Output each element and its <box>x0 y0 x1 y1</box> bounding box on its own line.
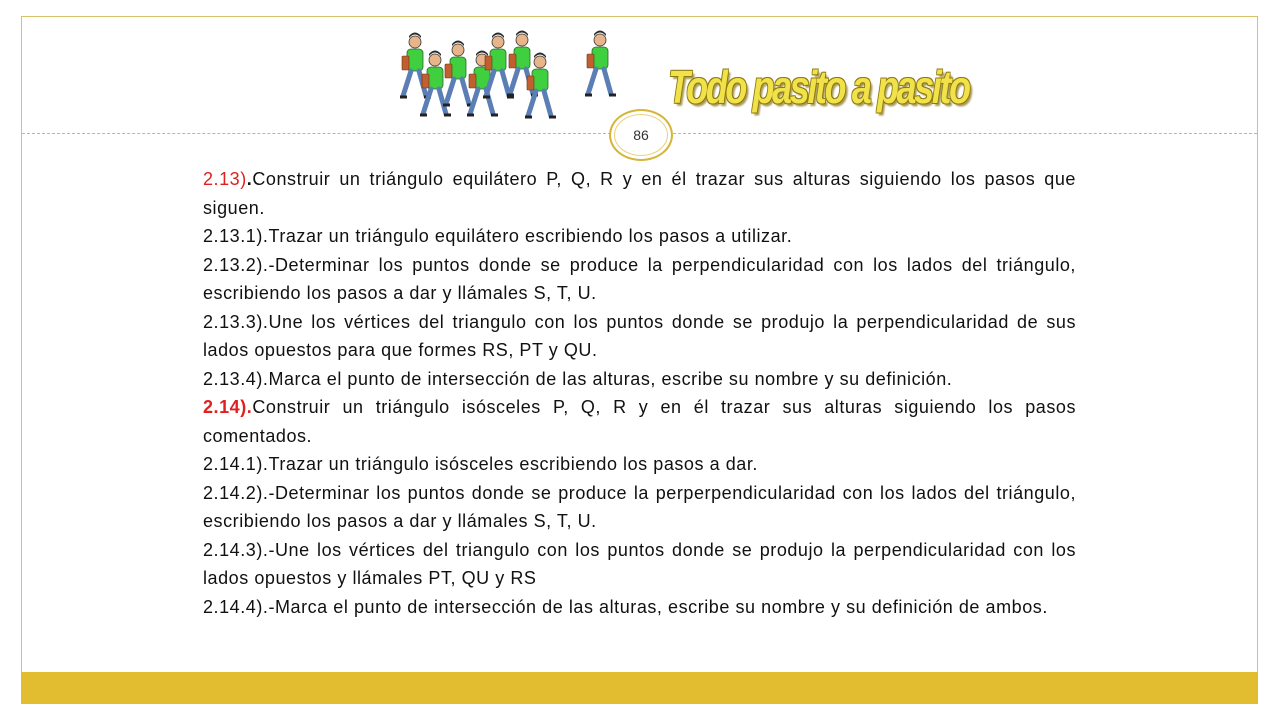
list-item <box>203 365 1076 394</box>
item-text: Determinar los puntos donde se produce la perpendicularidad con los lados del triángulo, escribiendo los pasos a dar y llámales S, T, U. <box>203 254 1076 303</box>
item-text: Determinar los puntos donde se produce la perperpendicularidad con los lados del triángulo, escribiendo los pasos a dar y llámales S, T, U. <box>203 482 1076 531</box>
list-item <box>203 479 1076 536</box>
item-text: Trazar un triángulo equilátero escribiendo los pasos a utilizar. <box>268 226 793 246</box>
list-item <box>203 450 1076 479</box>
list-item <box>203 393 1076 450</box>
item-text: Marca el punto de intersección de las alturas, escribe su nombre y su definición de ambos. <box>274 596 1048 617</box>
item-number: 2.13.2).- <box>203 254 275 275</box>
list-item <box>203 536 1076 593</box>
list-item <box>203 251 1076 308</box>
item-number-suffix: . <box>246 169 253 189</box>
item-number: 2.14). <box>203 397 253 417</box>
item-number: 2.14.1). <box>203 454 269 474</box>
list-item <box>203 308 1076 365</box>
exercise-list <box>203 165 1076 621</box>
item-number: 2.14.4).- <box>203 596 275 617</box>
walking-students-icon <box>390 24 630 134</box>
list-item <box>203 222 1076 251</box>
item-number: 2.13) <box>203 169 247 189</box>
item-number: 2.13.4). <box>203 368 269 389</box>
item-text: Marca el punto de intersección de las alturas, escribe su nombre y su definición. <box>268 368 953 389</box>
item-number: 2.14.2).- <box>203 482 275 503</box>
item-number: 2.14.3).- <box>203 539 275 560</box>
page-number-badge <box>609 109 673 161</box>
item-number: 2.13.3). <box>203 311 269 332</box>
item-text: Construir un triángulo equilátero P, Q, R y en él trazar sus alturas siguiendo los pasos que siguen. <box>203 169 1076 218</box>
item-text: Construir un triángulo isósceles P, Q, R y en él trazar sus alturas siguiendo los pasos comentados. <box>203 397 1076 446</box>
item-text: Une los vértices del triangulo con los puntos donde se produjo la perpendicularidad con los lados opuestos y llámales PT, QU y RS <box>203 539 1076 588</box>
item-number: 2.13.1). <box>203 226 269 246</box>
footer-accent-bar <box>21 672 1258 704</box>
list-item <box>203 593 1076 622</box>
item-text: Trazar un triángulo isósceles escribiendo los pasos a dar. <box>268 454 758 474</box>
item-text: Une los vértices del triangulo con los puntos donde se produjo la perpendicularidad de sus lados opuestos para que formes RS, PT y QU. <box>203 311 1076 360</box>
list-item <box>203 165 1076 222</box>
page-number: 86 <box>633 127 649 143</box>
banner-title: Todo pasito a pasito <box>668 61 969 113</box>
